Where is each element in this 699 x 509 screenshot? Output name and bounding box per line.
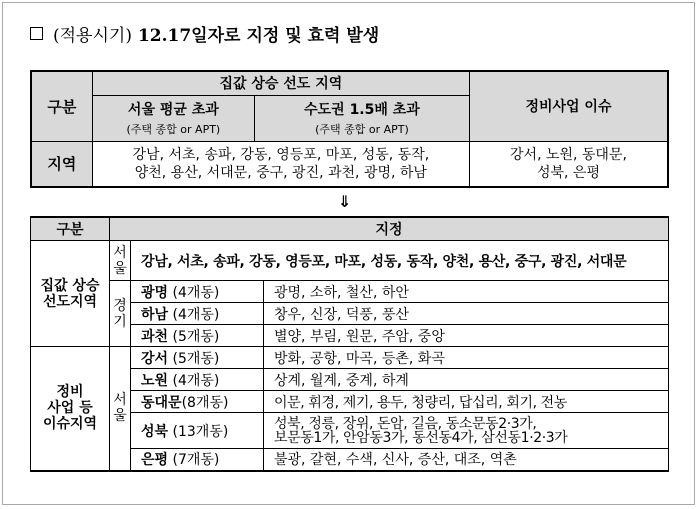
seoul-criterion-title: 서울 평균 초과 — [127, 102, 219, 118]
dong-list: 별양, 부림, 원문, 주암, 중앙 — [264, 325, 669, 347]
designation-col-header: 지정 — [110, 217, 669, 241]
heading-part1: (적용시기) — [53, 25, 132, 46]
issue-areas-line1: 강서, 노원, 동대문, — [510, 146, 627, 163]
dong-count: (7개동) — [172, 452, 220, 469]
leading-areas-line2: 양천, 용산, 서대문, 중구, 광진, 과천, 광명, 하남 — [134, 164, 427, 181]
gyeonggi-region-label: 경기 — [110, 281, 131, 347]
city-name: 과천 — [141, 328, 169, 345]
issue-group-label-line3: 이슈지역 — [42, 416, 98, 433]
criteria-col-label: 구분 — [31, 71, 92, 141]
dong-count: (5개동) — [172, 328, 220, 345]
dong-count: (8개동) — [181, 394, 229, 411]
dong-count: (5개동) — [172, 350, 220, 367]
dong-list-line1: 성북, 정릉, 장위, 돈암, 길음, 동소문동2·3가, — [274, 415, 537, 432]
metro-criterion-sub: (주택 종합 or APT) — [315, 123, 409, 136]
checkbox-icon — [30, 27, 43, 40]
city-cell — [131, 303, 264, 325]
city-cell — [131, 391, 264, 413]
city-name: 은평 — [141, 452, 169, 469]
designation-col-label: 구분 — [31, 217, 110, 241]
leading-group-header: 집값 상승 선도 지역 — [92, 71, 469, 95]
seoul-criterion-sub: (주택 종합 or APT) — [126, 123, 221, 136]
issue-areas-line2: 성북, 은평 — [536, 164, 600, 181]
metro-criterion-title: 수도권 1.5배 초과 — [304, 102, 420, 118]
seoul-criterion-header — [92, 95, 254, 141]
leading-group-label-line1: 집값 상승 — [40, 277, 100, 294]
heading — [30, 20, 379, 46]
dong-list: 창우, 신장, 덕풍, 풍산 — [264, 303, 669, 325]
dong-count: (13개동) — [172, 423, 229, 440]
city-cell — [131, 413, 264, 449]
issue-group-label-line2: 사업 등 — [47, 400, 93, 417]
seoul-leading-areas: 강남, 서초, 송파, 강동, 영등포, 마포, 성동, 동작, 양천, 용산, 중구, 광진, 서대문 — [131, 241, 669, 281]
city-cell — [131, 449, 264, 471]
dong-list: 불광, 갈현, 수색, 신사, 증산, 대조, 역촌 — [264, 449, 669, 471]
dong-list: 상계, 월계, 중계, 하계 — [264, 369, 669, 391]
city-cell — [131, 347, 264, 369]
heading-part3: 지정 및 효력 발생 — [246, 25, 380, 46]
issue-group-label — [31, 347, 110, 471]
city-cell — [131, 369, 264, 391]
region-row-label: 지역 — [31, 141, 92, 187]
issue-header: 정비사업 이슈 — [469, 71, 668, 141]
metro-criterion-header — [255, 95, 470, 141]
city-name: 하남 — [141, 306, 169, 323]
city-name: 성북 — [141, 423, 169, 440]
city-name: 광명 — [141, 284, 169, 301]
dong-list: 광명, 소하, 철산, 하안 — [264, 281, 669, 303]
leading-group-label-line2: 선도지역 — [42, 293, 98, 310]
seoul-region-label: 서울 — [110, 241, 131, 281]
heading-part2: 12.17일자로 — [137, 25, 241, 46]
city-name: 노원 — [141, 372, 169, 389]
city-cell — [131, 325, 264, 347]
issue-group-label-line1: 정비 — [56, 384, 84, 401]
down-arrow-icon: ⇓ — [338, 192, 352, 211]
designation-table — [30, 216, 669, 472]
criteria-table — [30, 70, 669, 188]
leading-group-label — [31, 241, 110, 347]
dong-list: 방화, 공항, 마곡, 등촌, 화곡 — [264, 347, 669, 369]
city-name: 동대문 — [141, 394, 182, 411]
leading-areas-line1: 강남, 서초, 송파, 강동, 영등포, 마포, 성동, 동작, — [132, 146, 430, 163]
dong-count: (4개동) — [172, 372, 220, 389]
city-name: 강서 — [141, 350, 169, 367]
dong-list: 이문, 휘경, 제기, 용두, 청량리, 답십리, 회기, 전농 — [264, 391, 669, 413]
dong-list-line2: 보문동1가, 안암동3가, 동선동4가, 삼선동1·2·3가 — [274, 429, 568, 446]
city-cell — [131, 281, 264, 303]
dong-list — [264, 413, 669, 449]
dong-count: (4개동) — [172, 284, 220, 301]
dong-count: (4개동) — [172, 306, 220, 323]
leading-areas-cell — [92, 141, 469, 187]
issue-region-label: 서울 — [110, 347, 131, 471]
issue-areas-cell — [469, 141, 668, 187]
